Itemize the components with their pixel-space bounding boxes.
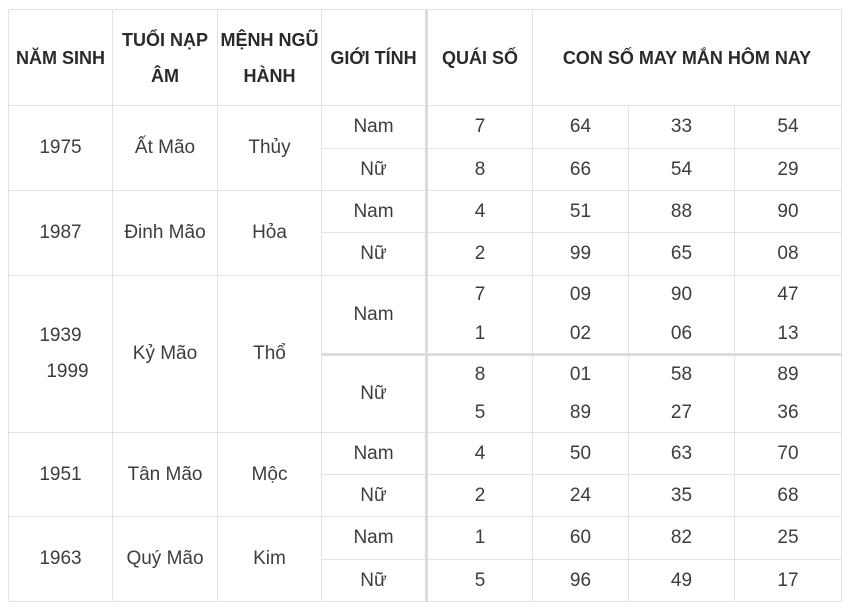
- number-value: 09: [569, 284, 592, 306]
- year-cell: [9, 276, 113, 433]
- header-tuoi-nap-am: TUỔI NẠP ÂM: [113, 10, 218, 106]
- number-cell: 70: [735, 433, 842, 475]
- number-value: 27: [670, 402, 693, 423]
- gender-cell: Nữ: [322, 149, 427, 191]
- number-value: 47: [777, 284, 799, 306]
- number-cell: [735, 276, 842, 355]
- number-value: 02: [569, 322, 592, 344]
- number-cell: 17: [735, 560, 842, 602]
- tuoi-cell: Quý Mão: [113, 517, 218, 602]
- number-cell: 99: [533, 233, 629, 276]
- quai-cell: 7: [427, 106, 533, 149]
- number-value: 89: [569, 402, 592, 423]
- menh-cell: Kim: [218, 517, 322, 602]
- year-cell: 1951: [9, 433, 113, 517]
- header-row: [9, 10, 842, 106]
- number-cell: 60: [533, 517, 629, 560]
- tuoi-cell: Đinh Mão: [113, 191, 218, 276]
- number-cell: 29: [735, 149, 842, 191]
- number-cell: [629, 276, 735, 355]
- number-cell: 66: [533, 149, 629, 191]
- number-cell: 49: [629, 560, 735, 602]
- quai-cell: 2: [427, 233, 533, 276]
- lucky-number-table: [8, 9, 842, 602]
- number-cell: 96: [533, 560, 629, 602]
- number-cell: 51: [533, 191, 629, 233]
- gender-cell: Nam: [322, 433, 427, 475]
- number-cell: 25: [735, 517, 842, 560]
- number-value: 01: [569, 364, 592, 385]
- gender-cell: Nam: [322, 191, 427, 233]
- header-gioi-tinh: GIỚI TÍNH: [322, 10, 427, 106]
- table-row: [9, 276, 842, 355]
- table-row: [9, 191, 842, 233]
- header-nam-sinh: NĂM SINH: [9, 10, 113, 106]
- quai-cell: [427, 276, 533, 355]
- number-cell: 88: [629, 191, 735, 233]
- gender-cell: Nữ: [322, 233, 427, 276]
- number-value: 89: [777, 364, 799, 385]
- number-cell: 50: [533, 433, 629, 475]
- quai-value: 5: [474, 402, 486, 423]
- gender-cell: Nam: [322, 106, 427, 149]
- menh-cell: Thổ: [218, 276, 322, 433]
- quai-value: 1: [474, 322, 486, 344]
- gender-cell: Nam: [322, 517, 427, 560]
- header-con-so: CON SỐ MAY MẮN HÔM NAY: [533, 10, 842, 106]
- quai-cell: 5: [427, 560, 533, 602]
- number-cell: 64: [533, 106, 629, 149]
- number-value: 13: [777, 322, 799, 344]
- quai-cell: 8: [427, 149, 533, 191]
- year-cell: 1987: [9, 191, 113, 276]
- number-cell: 54: [735, 106, 842, 149]
- header-quai-so: QUÁI SỐ: [427, 10, 533, 106]
- header-menh: MỆNH NGŨ HÀNH: [218, 10, 322, 106]
- table-row: [9, 433, 842, 475]
- number-cell: [533, 276, 629, 355]
- number-cell: [735, 355, 842, 433]
- table-row: [9, 106, 842, 149]
- menh-cell: Mộc: [218, 433, 322, 517]
- quai-cell: 1: [427, 517, 533, 560]
- number-value: 06: [670, 322, 693, 344]
- number-cell: 90: [735, 191, 842, 233]
- number-cell: 24: [533, 475, 629, 517]
- table-row: [9, 517, 842, 560]
- number-cell: 82: [629, 517, 735, 560]
- quai-cell: 4: [427, 191, 533, 233]
- year-cell: 1975: [9, 106, 113, 191]
- tuoi-cell: Tân Mão: [113, 433, 218, 517]
- number-cell: 68: [735, 475, 842, 517]
- number-cell: 08: [735, 233, 842, 276]
- tuoi-cell: Kỷ Mão: [113, 276, 218, 433]
- gender-cell: Nữ: [322, 475, 427, 517]
- menh-cell: Thủy: [218, 106, 322, 191]
- quai-cell: 4: [427, 433, 533, 475]
- gender-cell: Nữ: [322, 560, 427, 602]
- quai-value: 7: [474, 284, 486, 306]
- year-cell: 1963: [9, 517, 113, 602]
- tuoi-cell: Ất Mão: [113, 106, 218, 191]
- number-value: 90: [670, 284, 693, 306]
- number-value: 36: [777, 402, 799, 423]
- menh-cell: Hỏa: [218, 191, 322, 276]
- number-cell: 35: [629, 475, 735, 517]
- quai-cell: 2: [427, 475, 533, 517]
- quai-cell: [427, 355, 533, 433]
- number-value: 58: [670, 364, 693, 385]
- number-cell: [629, 355, 735, 433]
- year-first: 1939: [39, 325, 82, 346]
- lucky-number-table-container: [8, 9, 842, 602]
- number-cell: 33: [629, 106, 735, 149]
- gender-cell: Nam: [322, 276, 427, 355]
- quai-value: 8: [474, 364, 486, 385]
- number-cell: 63: [629, 433, 735, 475]
- number-cell: 54: [629, 149, 735, 191]
- number-cell: [533, 355, 629, 433]
- gender-cell: Nữ: [322, 355, 427, 433]
- number-cell: 65: [629, 233, 735, 276]
- year-second: 1999: [46, 361, 89, 382]
